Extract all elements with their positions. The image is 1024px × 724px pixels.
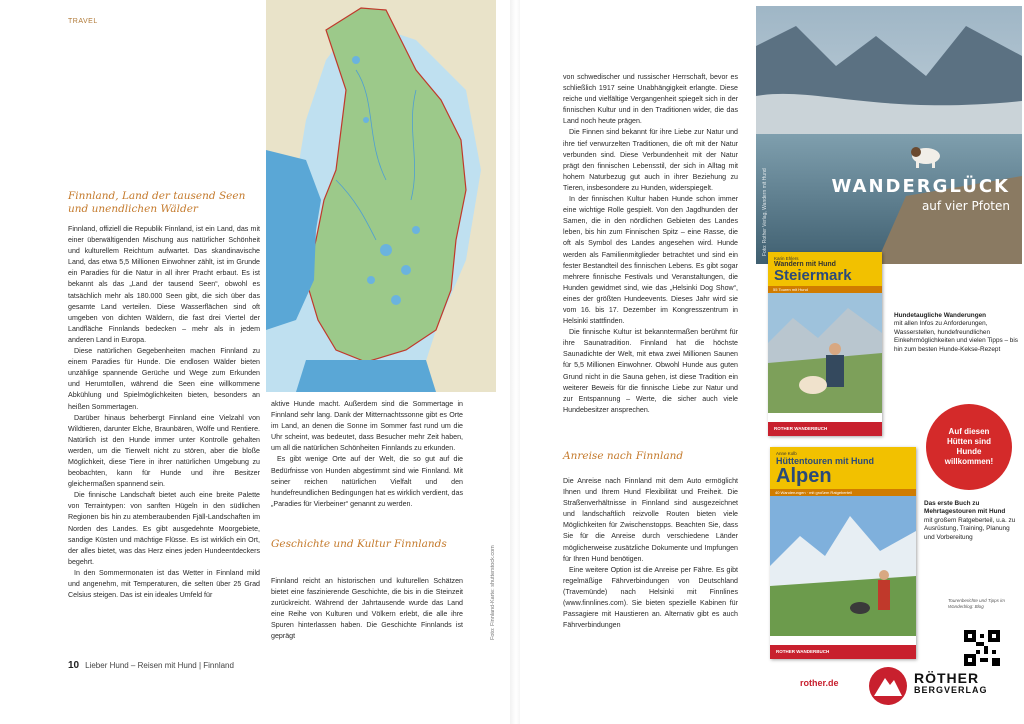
finland-map-graphic: [266, 0, 496, 392]
book1-desc-body: mit allen Infos zu Anforderungen, Wasserstellen, hundefreundlichen Einkehrmöglichkeiten und vielen Tipps – bis hin zum besten Hunde-Kekse-Rezept: [894, 320, 1018, 353]
hiker-with-dog-image: [768, 293, 882, 413]
section-kicker: TRAVEL: [68, 18, 98, 25]
page-gutter: [510, 0, 520, 724]
brand-sub: BERGVERLAG: [914, 685, 988, 695]
rother-logo-icon: [868, 666, 908, 706]
paragraph: Finnland reicht an historischen und kulturellen Schätzen bietet eine faszinierende Geschichte, die bis in die Steinzeit zurückreicht. Während der Jahrtausende wurde das Land eine Reihe von Kulturen und Völkern erlebt, die alle ihre Spuren hinterlassen haben. Die Geschichte Finnlands ist geprägt: [271, 577, 463, 641]
paragraph: von schwedischer und russischer Herrschaft, bevor es schließlich 1917 seine Unabhängigkeit erlangte. Diese reiche und vielfältige Vergangenheit spiegelt sich in der finnischen Kultur und in den Traditionen wider, die das Land noch heute prägen.: [563, 73, 738, 126]
paragraph: Die finnische Kultur ist bekanntermaßen berühmt für ihre Saunatradition. Finnland hat die höchste Saunadichte der Welt, mit etwa zwei Millionen Saunen für 5,5 Millionen Einwohner. Obwohl Hunde aus guten Grund nicht in die Sauna gehen, ist diese Tradition ein weiterer Beweis für die finnische Liebe zur Natur und zur Entspannung – Werte, die sicher auch viele Hundebesitzer ansprechen.: [563, 328, 738, 414]
section-heading-history: Geschichte und Kultur Finnlands: [271, 538, 447, 550]
qr-code[interactable]: [964, 630, 1000, 666]
huts-badge: Auf diesen Hütten sind Hunde willkommen!: [926, 404, 1012, 490]
article-column-1: [68, 224, 260, 656]
ad-title-sub: auf vier Pfoten: [921, 199, 1010, 213]
article-column-3a: [563, 72, 738, 436]
article-column-2b: [271, 576, 463, 644]
rother-logo-text: [914, 670, 988, 695]
paragraph: Die Anreise nach Finnland mit dem Auto ermöglicht Ihnen und Ihrem Hund Flexibilität und Freiheit. Die Straßenverhältnisse in Finnland sind ausgezeichnet und landschaftlich reizvolle Routen bieten viele Möglichkeiten für Zwischenstopps. Beachten Sie, dass Sie für die Anreise durch verschiedene Länder möglicherweise zusätzliche Dokumente und Impfungen für Ihren Hund benötigen.: [563, 477, 738, 563]
mountain-logo-icon: [868, 666, 908, 706]
paragraph: Finnland, offiziell die Republik Finnland, ist ein Land, das mit einer überwältigenden Mischung aus natürlicher Schönheit und kulturellem Reichtum aufwartet. Das skandinavische Land, das etwa 5,5 Millionen Einwohner zählt, ist im Grunde ein Paradies für die Natur in all ihrer Pracht erbaut. Es ist bekannt als das „Land der tausend Seen“, obwohl es tatsächlich mehr als 180.000 Seen gibt, die sich über das gesamte Land verteilen. Diese Wasserflächen sind oft umgeben von dichten Wäldern, die fast drei Viertel der Landfläche Finnlands bedecken – mehr als in jedem anderen Land in Europa.: [68, 225, 260, 344]
paragraph: Darüber hinaus beherbergt Finnland eine Vielzahl von Wildtieren, darunter Elche, Braunbären, Wölfe und Rentiere. Natürlich ist den Hunde immer unter Kontrolle gehalten werden, um die Tierwelt nicht zu stören, aber die bloße Möglichkeit, diese Tiere in ihrer natürlichen Umgebung zu beobachten, kann für Hunde und ihre Besitzer gleichermaßen spannend sein.: [68, 413, 260, 489]
book2-desc-title: Das erste Buch zu Mehrtagestouren mit Hund: [924, 500, 1006, 516]
article-column-2: [271, 399, 463, 527]
paragraph: aktive Hunde macht. Außerdem sind die Sommertage in Finnland sehr lang. Dank der Mitternachtssonne gibt es Orte im Land, an denen die Sonne im Sommer fast rund um die Uhr scheint, was bedeutet, dass Besucher mehr Zeit haben, um all die natürlichen Schönheiten Finnlands zu erkunden.: [271, 400, 463, 453]
ad-hero-photo: [756, 6, 1022, 264]
book-footer: ROTHER WANDERBUCH: [770, 645, 916, 659]
book-header: [770, 447, 916, 489]
book-author: Karin Ehlers: [774, 256, 799, 261]
qr-caption: Tourenberichte und Tipps im Wanderblog: Blog: [948, 598, 1005, 609]
book1-desc-title: Hundetaugliche Wanderungen: [894, 312, 987, 319]
book2-description: [924, 500, 1018, 542]
book-footer: ROTHER WANDERBUCH: [768, 422, 882, 436]
book-title: Steiermark: [774, 267, 852, 284]
page-footer: [68, 660, 234, 671]
ad-photo-credit: Foto: Rother Verlag, Wandern mit Hund: [762, 168, 768, 256]
book1-description: [894, 312, 1018, 354]
paragraph: Die finnische Landschaft bietet auch eine breite Palette von Terraintypen: von sanften Hügeln in den südlichen Regionen bis hin zu atemberaubenden Fjäll-Landschaften im Norden des Landes. Es gibt ausgedehnte Moorgebiete, sandige Küsten und mächtige Flüsse. Es ist wirklich ein Ort, der alles bietet, was das Herz eines jeden Hundeentdeckers begehrt.: [68, 491, 260, 566]
footer-text: Lieber Hund – Reisen mit Hund | Finnland: [85, 661, 234, 670]
photo-credit: Foto: Finnland-Karte: shutterstock.com: [490, 545, 496, 640]
ad-title: [831, 176, 1010, 213]
article-column-3b: [563, 476, 738, 648]
book-header: [768, 252, 882, 286]
paragraph: In den Sommermonaten ist das Wetter in Finnland mild und angenehm, mit Temperaturen, die selten über 25 Grad Celsius steigen. Das ist ein ideales Umfeld für: [68, 568, 260, 600]
book2-desc-body: mit großem Ratgeberteil, u.a. zu Ausrüstung, Training, Planung und Vorbereitung: [924, 516, 1016, 541]
section-heading-finland: Finnland, Land der tausend Seen und unendlichen Wälder: [68, 190, 246, 215]
paragraph: Eine weitere Option ist die Anreise per Fähre. Es gibt regelmäßige Fährverbindungen von Deutschland (Travemünde) nach Helsinki mit Finnlines (www.finnlines.com). Sie bieten spezielle Kabinen für Passagiere mit Haustieren an. Alternativ gibt es auch Fährverbindungen: [563, 565, 738, 630]
finland-map: [266, 0, 496, 392]
brand-name: RÖTHER: [914, 670, 980, 686]
ad-title-main: WANDERGLÜCK: [831, 176, 1010, 197]
book-cover-image: [770, 496, 916, 641]
paragraph: Diese natürlichen Gegebenheiten machen Finnland zu einem Paradies für Hunde. Die endlosen Wälder bieten unzählige spannende Gerüche und Wege zum Erkunden und Herumtollen, während die Seen eine willkommene Abkühlung und Spielmöglichkeiten bieten, besonders an heißen Sommertagen.: [68, 347, 260, 411]
page-number: 10: [68, 660, 80, 671]
alpine-hiker-image: [770, 496, 916, 636]
book-title: Alpen: [776, 465, 832, 487]
book-subtitle: Hüttentouren mit Hund: [776, 456, 874, 466]
book-strip: 40 Wanderungen · mit großem Ratgeberteil: [770, 489, 916, 496]
section-heading-travel: Anreise nach Finnland: [563, 450, 684, 462]
book-strip: 55 Touren mit Hund: [768, 286, 882, 293]
book-cover-alpen[interactable]: [770, 447, 916, 659]
book-author: Anne Kolb: [776, 451, 797, 456]
book-subtitle: Wandern mit Hund: [774, 261, 836, 268]
qr-code-icon: [964, 630, 1000, 666]
book-cover-image: [768, 293, 882, 418]
mountain-lake-dog-image: [756, 6, 1022, 264]
publisher-url[interactable]: rother.de: [800, 678, 839, 688]
paragraph: Die Finnen sind bekannt für ihre Liebe zur Natur und ihre tief verwurzelten Traditionen, die oft mit der Natur verbunden sind. Diese Verbundenheit mit der Natur prägt den finnischen Lebensstil, der sich in Alltag mit hohem Naturbezug gut auch in ihrer Beziehung zu Tieren, insbesondere zu Hunden, widerspiegelt.: [563, 128, 738, 192]
book-cover-steiermark[interactable]: [768, 252, 882, 436]
paragraph: In der finnischen Kultur haben Hunde schon immer eine wichtige Rolle gespielt. Von den Jagdhunden der Samen, die in den nördlichen Gebieten des Landes leben, bis hin zum Finnischen Spitz – eine Rasse, die oft als Symbol des Landes angesehen wird. Hunde werden als Familienmitglieder betrachtet und sind ein fester Bestandteil des finnischen Lebens. Es gibt sogar mehrere finnische Festivals und Veranstaltungen, die Hunden gewidmet sind, wie das „Helsinki Dog Show“, eines der größten Hundeevents. Dieses Jahr wird sie vom 16. bis 17. Dezember im Kongresszentrum in Helsinki stattfinden.: [563, 195, 738, 326]
paragraph: Es gibt wenige Orte auf der Welt, die so gut auf die Bedürfnisse von Hunden abgestimmt sind wie Finnland. Mit seiner reichen natürlichen Vielfalt und den hundefreundlichen Bedingungen hat es wirklich verdient, das „Paradies für Vierbeiner“ genannt zu werden.: [271, 455, 463, 508]
